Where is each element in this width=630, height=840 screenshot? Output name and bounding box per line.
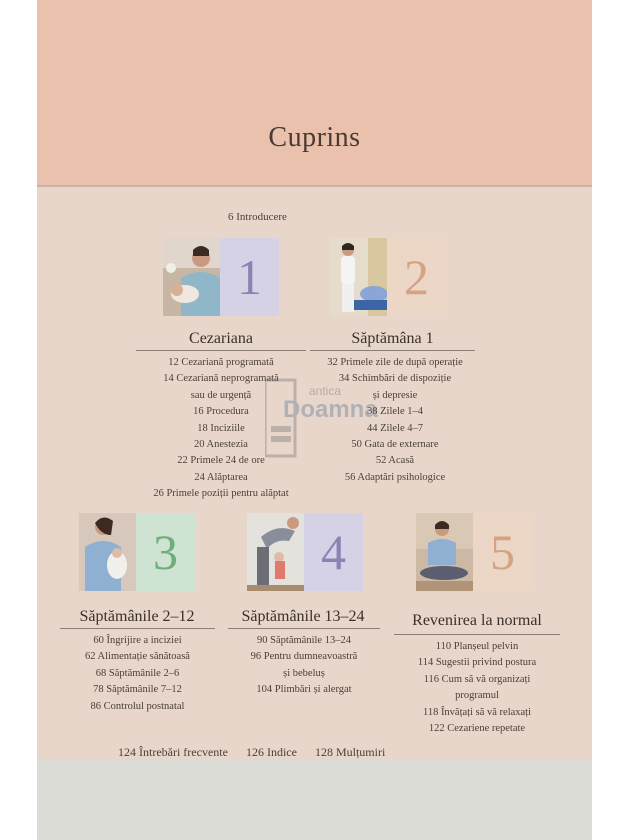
section-1-photo [163, 238, 220, 316]
toc-entry[interactable]: 86 Controlul postnatal [90, 700, 185, 712]
toc-entry: și bebeluș [283, 667, 325, 679]
section-4-entries [218, 633, 390, 699]
section-5-photo [416, 513, 473, 591]
toc-entry[interactable]: 34 Schimbări de dispoziție [338, 373, 452, 385]
toc-entry[interactable]: 38 Zilele 1–4 [367, 406, 423, 418]
footer-band [37, 760, 592, 840]
toc-entry[interactable]: 60 Îngrijire a inciziei [93, 635, 182, 646]
section-2-thumbnail [330, 238, 446, 316]
section-2-photo [330, 238, 387, 316]
toc-entry[interactable]: 20 Anestezia [194, 439, 248, 451]
toc-entry-faq[interactable]: 124 Întrebări frecvente [118, 745, 228, 759]
toc-entry[interactable]: 114 Sugestii privind postura [417, 657, 537, 669]
toc-entry[interactable]: 122 Cezariene repetate [428, 723, 526, 735]
section-5-entries [382, 639, 572, 737]
toc-entry[interactable]: 50 Gata de externare [351, 439, 439, 451]
toc-entry[interactable]: 68 Săptămânile 2–6 [95, 667, 180, 679]
section-2-number: 2 [404, 249, 429, 305]
toc-entry[interactable]: 104 Plimbări și alergat [256, 684, 352, 696]
toc-entry[interactable]: 16 Procedura [193, 406, 249, 418]
watermark-line2: Doamna [283, 396, 378, 423]
section-3-number: 3 [153, 524, 178, 580]
watermark-line1: antica [309, 384, 342, 398]
section-4-thumbnail [247, 513, 363, 591]
toc-entry[interactable]: 14 Cezariană neprogramată [163, 373, 279, 385]
toc-entry[interactable]: 12 Cezariană programată [168, 357, 274, 368]
toc-entry: programul [455, 690, 499, 702]
watermark-logo [265, 378, 378, 458]
section-1-thumbnail [163, 238, 279, 316]
section-1-number-box [220, 238, 279, 316]
toc-entry[interactable]: 18 Inciziile [197, 422, 245, 434]
toc-entry: sau de urgență [190, 389, 252, 401]
section-3-number-box [136, 513, 195, 591]
toc-entry-index[interactable]: 126 Indice [245, 745, 297, 759]
section-4-photo [247, 513, 304, 591]
section-5-title: Revenirea la normal [412, 612, 542, 629]
toc-entry[interactable]: 32 Primele zile de după operație [327, 357, 463, 368]
section-3-rule [60, 628, 215, 629]
section-4-rule [228, 628, 380, 629]
section-2-title: Săptămâna 1 [351, 330, 434, 347]
section-4-number-box [304, 513, 363, 591]
toc-entry[interactable]: 44 Zilele 4–7 [367, 422, 423, 434]
section-5-number-box [473, 513, 532, 591]
toc-entry[interactable]: 96 Pentru dumneavoastră [250, 651, 358, 663]
section-3-photo [79, 513, 136, 591]
intro-entry: 6 Introducere [228, 211, 287, 223]
section-5-rule [394, 634, 560, 635]
toc-entry-acknowledgements[interactable]: 128 Mulțumiri [314, 745, 386, 759]
toc-entry: și depresie [372, 389, 418, 401]
toc-entry[interactable]: 110 Planșeul pelvin [435, 641, 519, 652]
footer-entries [118, 745, 400, 760]
section-3-title: Săptămânile 2–12 [79, 608, 195, 625]
section-1-title: Cezariana [189, 330, 253, 347]
section-4-title: Săptămânile 13–24 [241, 608, 365, 625]
section-2-number-box [387, 238, 446, 316]
section-5-number: 5 [490, 524, 515, 580]
toc-entry[interactable]: 24 Alăptarea [194, 471, 248, 483]
section-3-entries [50, 633, 225, 715]
section-3-thumbnail [79, 513, 195, 591]
toc-entry[interactable]: 78 Săptămânile 7–12 [93, 684, 182, 696]
toc-entry[interactable]: 116 Cum să vă organizați [423, 673, 531, 685]
section-2-rule [310, 350, 475, 351]
toc-entry[interactable]: 22 Primele 24 de ore [177, 455, 265, 467]
header-band [37, 0, 592, 185]
toc-entry[interactable]: 118 Învățați să vă relaxați [422, 706, 532, 718]
toc-entry[interactable]: 90 Săptămânile 13–24 [257, 635, 351, 646]
toc-entry[interactable]: 26 Primele poziții pentru alăptat [153, 488, 289, 500]
section-5-thumbnail [416, 513, 532, 591]
section-4-number: 4 [321, 524, 346, 580]
section-1-rule [136, 350, 306, 351]
toc-entry[interactable]: 62 Alimentație sănătoasă [85, 651, 190, 663]
page-title: Cuprins [268, 122, 361, 153]
section-1-number: 1 [237, 249, 262, 305]
toc-entry[interactable]: 52 Acasă [375, 455, 415, 467]
toc-entry[interactable]: 56 Adaptări psihologice [344, 471, 446, 483]
